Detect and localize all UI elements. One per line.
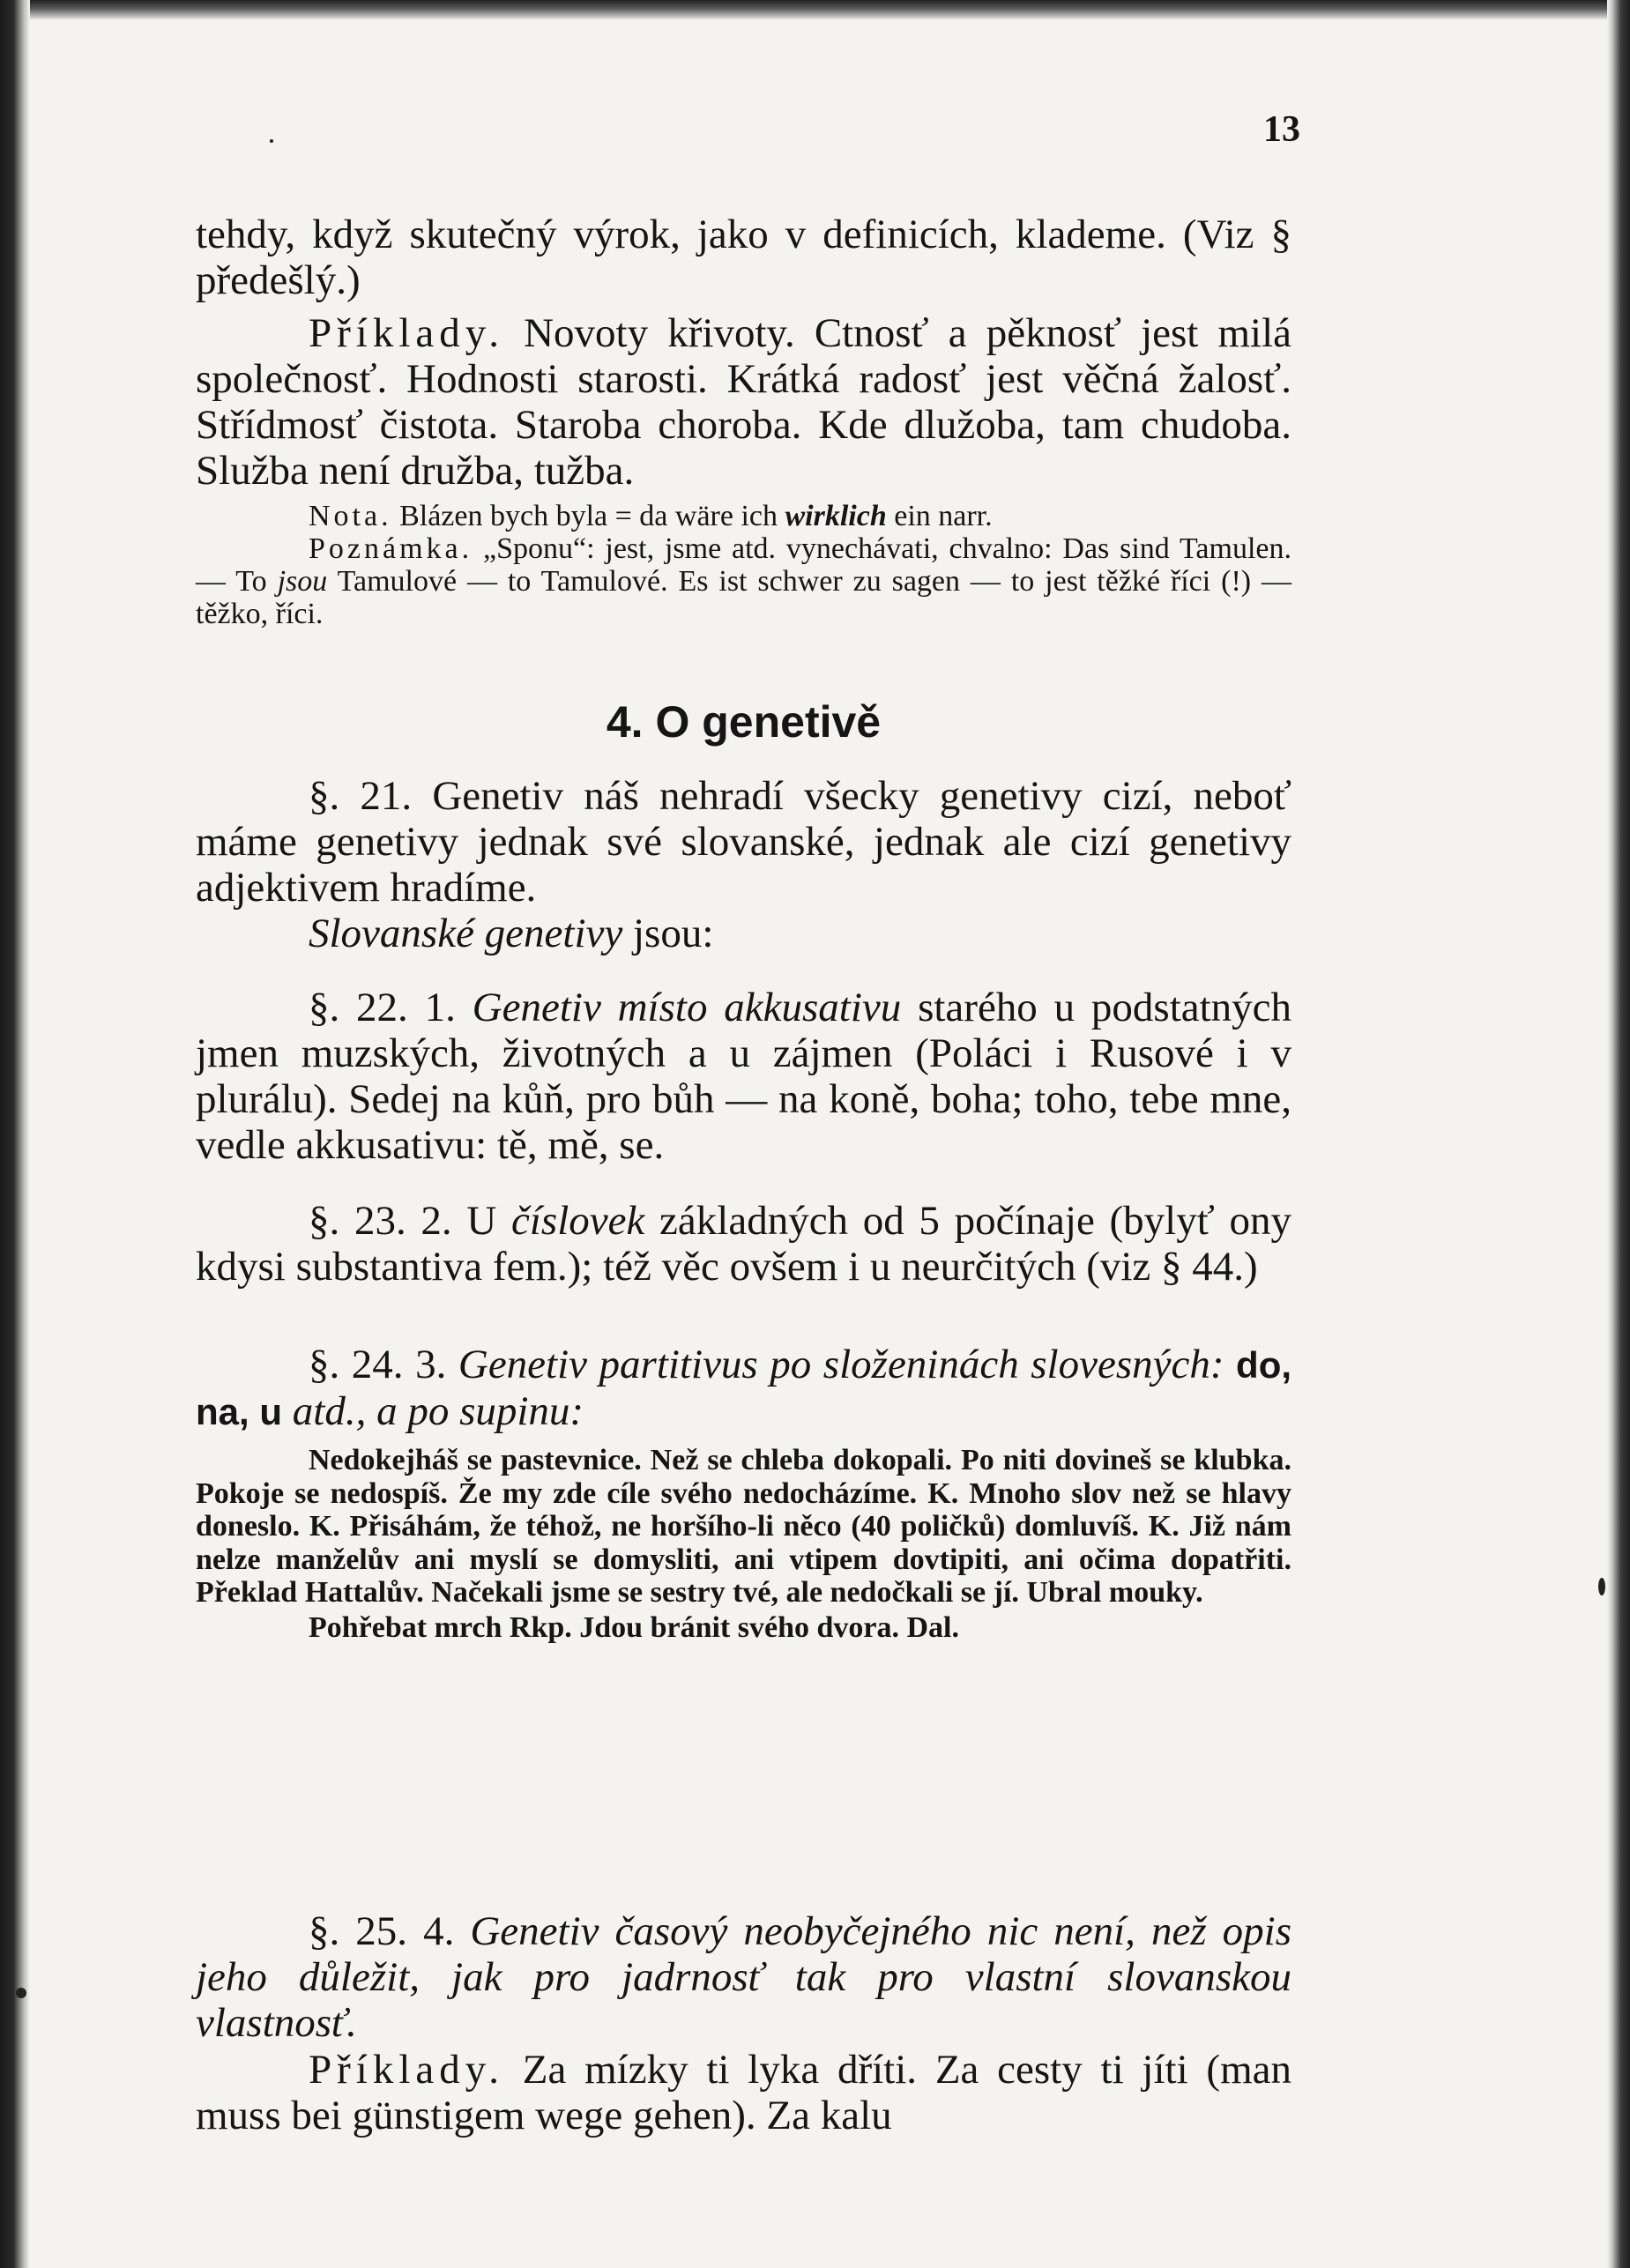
nota-text-after: ein narr.: [894, 500, 993, 532]
nota-paragraph: [196, 500, 1291, 532]
s25-number: §. 25. 4.: [309, 1908, 455, 1954]
notes-block: [196, 500, 1291, 630]
scan-border-top: [0, 0, 1630, 19]
paragraph-s21: [196, 773, 1291, 956]
scan-border-right: [1607, 0, 1630, 2268]
s24-examples: Nedokejháš se pastevnice. Než se chleba dokopali. Po niti dovineš se klubka. Pokoje se nedospíš. Že my zde cíle svého nedocházíme. K. Mnoho slov než se hlavy doneslo. K. Přisáhám, že téhož, ne horšího-li něco (40 poličků) domluvíš. K. Již nám nelze manželův ani myslí se domysliti, ani vtipem dovtipiti, ani očima dopatřiti. Překlad Hattalův. Načekali jsme se sestry tvé, ale nedočkali se jí. Ubral mouky.: [196, 1444, 1291, 1609]
scan-speck: [1598, 1578, 1605, 1595]
examples-1-paragraph: [196, 310, 1291, 494]
s24-paragraph: [196, 1342, 1291, 1435]
s21-slovanske: [196, 911, 1291, 956]
poznamka-label: Poznámka.: [309, 532, 473, 565]
poznamka-paragraph: [196, 532, 1291, 630]
paragraph-s25: [196, 1908, 1291, 2046]
s22-italic: Genetiv místo akkusativu: [472, 985, 902, 1030]
paragraph-s23: [196, 1198, 1291, 1290]
examples-2-text: Za mízky ti lyka dříti. Za cesty ti jíti (man muss bei günstigem wege gehen). Za kalu: [196, 2047, 1291, 2138]
s24-bold-words: do, na, u: [196, 1344, 1292, 1432]
s23-number: §. 23. 2. U: [309, 1198, 497, 1244]
scan-border-left: [0, 0, 30, 2268]
s21-text: §. 21. Genetiv náš nehradí všecky genetivy cizí, neboť máme genetivy jednak své slovanské, jednak ale cizí genetivy adjektivem hradíme.: [196, 773, 1291, 911]
nota-label: Nota.: [309, 500, 392, 532]
scan-speck: [16, 1988, 26, 1998]
s25-paragraph: [196, 1908, 1291, 2046]
poznamka-text-before: „Sponu“: jest, jsme atd. vynechávati, chvalno: Das sind Tamulen. — To: [196, 532, 1292, 598]
s23-paragraph: [196, 1198, 1291, 1290]
s24-examples-2: Pohřebat mrch Rkp. Jdou bránit svého dvora. Dal.: [309, 1610, 959, 1644]
s23-italic: číslovek: [510, 1198, 645, 1244]
poznamka-italic: jsou: [277, 565, 328, 598]
nota-text-before: Blázen bych byla = da wäre ich: [399, 500, 778, 532]
paragraph-continuation: [196, 212, 1291, 303]
s25-italic: Genetiv časový neobyčejného nic není, než opis jeho důležit, jak pro jadrnosť tak pro vlastní slovanskou vlastnosť.: [196, 1908, 1291, 2046]
examples-2-paragraph: [196, 2047, 1291, 2138]
paragraph-s22: [196, 985, 1291, 1168]
text-continuation: tehdy, když skutečný výrok, jako v definicích, klademe. (Viz § předešlý.): [196, 212, 1291, 303]
s24-italic-2: atd., a po supinu:: [292, 1388, 584, 1434]
s24-number: §. 24. 3.: [309, 1342, 447, 1387]
s24-examples-block: [196, 1444, 1291, 1644]
section-heading: 4. O genetivě: [606, 697, 882, 747]
scan-speck: [270, 139, 273, 143]
paragraph-s24: [196, 1342, 1291, 1435]
s23-text: základných od 5 počínaje (bylyť ony kdysi substantiva fem.); též věc ovšem i u neurčitých (viz § 44.): [196, 1198, 1292, 1290]
nota-italic: wirklich: [785, 500, 887, 532]
page-number: 13: [1263, 109, 1300, 150]
poznamka-text-after: Tamulové — to Tamulové. Es ist schwer zu sagen — to jest těžké říci (!) — těžko, říci.: [196, 565, 1291, 630]
examples-1-label: Příklady.: [309, 310, 504, 356]
paragraph-examples-2: [196, 2047, 1291, 2138]
paragraph-examples-1: [196, 310, 1291, 494]
examples-2-label: Příklady.: [309, 2047, 504, 2093]
s22-text: starého u podstatných jmen muzských, životných a u zájmen (Poláci i Rusové i v plurálu). Sedej na kůň, pro bůh — na koně, boha; toho, tebe mne, vedle akkusativu: tě, mě, se.: [196, 985, 1292, 1168]
s21-slovanske-italic: Slovanské genetivy: [309, 911, 623, 956]
examples-1-text: Novoty křivoty. Ctnosť a pěknosť jest milá společnosť. Hodnosti starosti. Krátká radosť jest věčná žalosť. Střídmosť čistota. Staroba choroba. Kde dlužoba, tam chudoba. Služba není družba, tužba.: [196, 310, 1292, 494]
s22-paragraph: [196, 985, 1291, 1168]
s21-slovanske-rest: jsou:: [633, 911, 714, 956]
s24-italic-1: Genetiv partitivus po složeninách slovesných:: [458, 1342, 1224, 1387]
s22-number: §. 22. 1.: [309, 985, 456, 1030]
